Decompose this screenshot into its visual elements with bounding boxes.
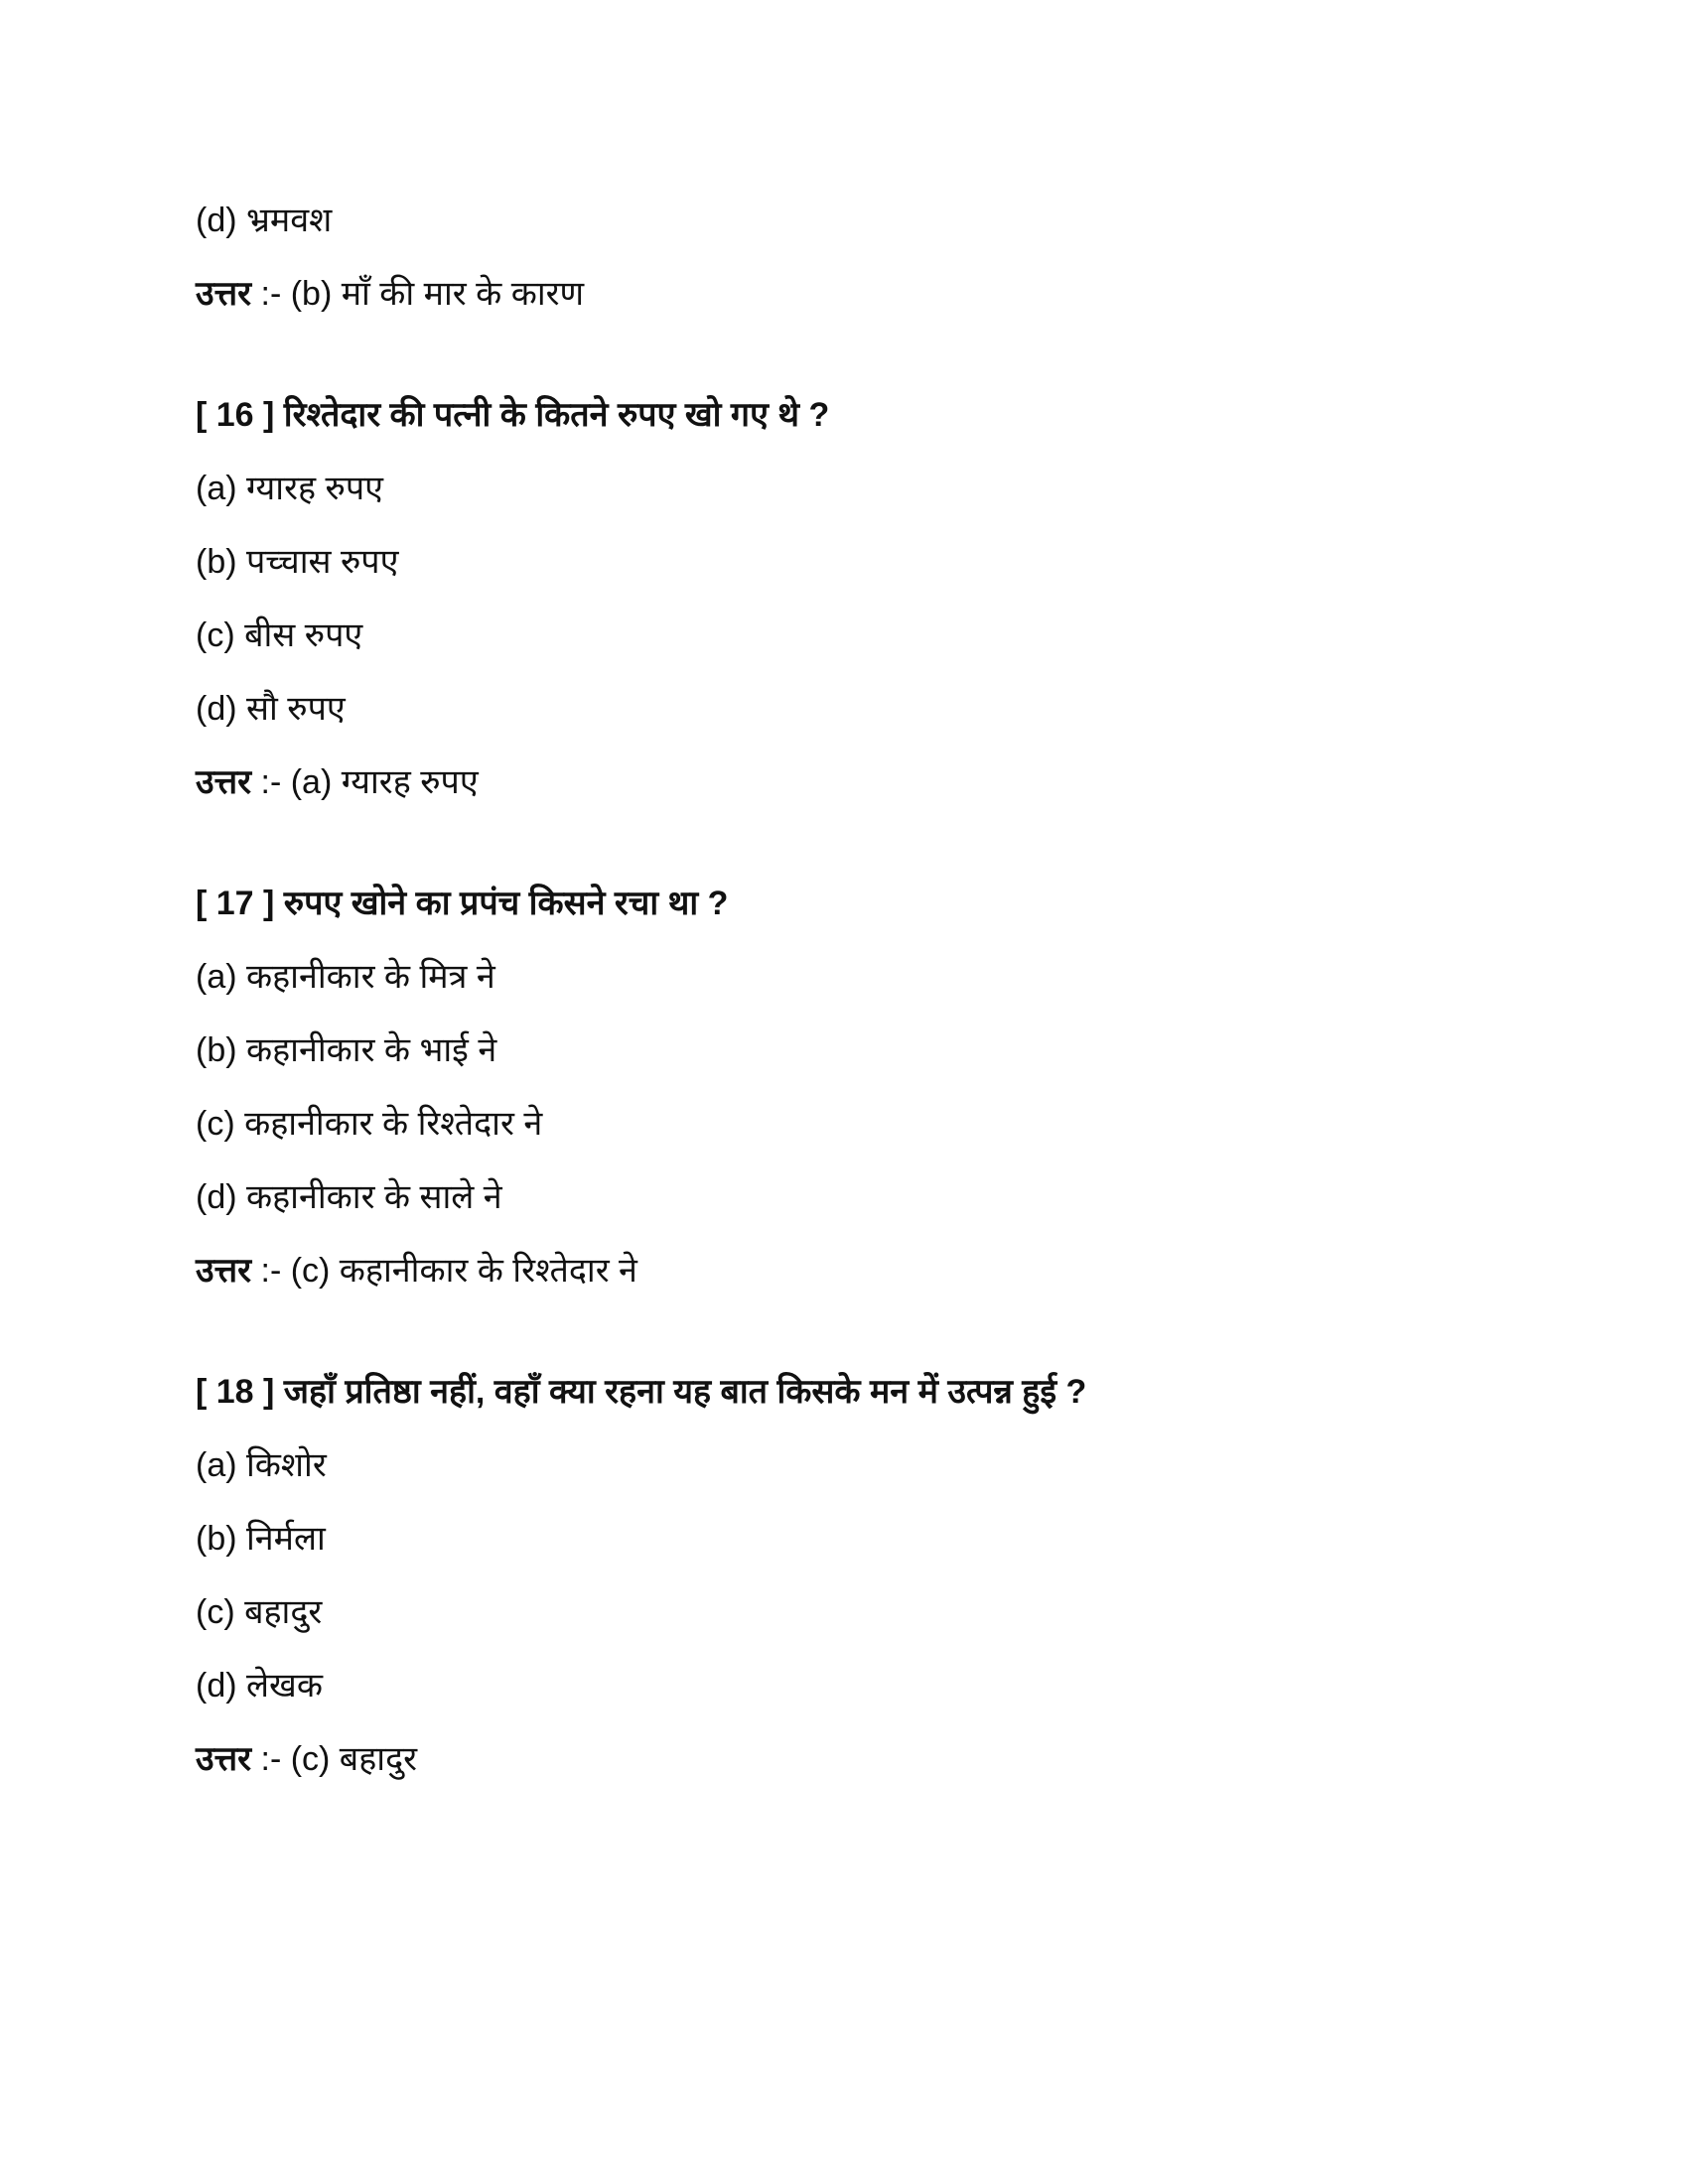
option: (d) कहानीकार के साले ने <box>196 1178 502 1216</box>
option: (b) पच्चास रुपए <box>196 543 399 581</box>
option: (d) लेखक <box>196 1667 323 1705</box>
answer-separator: :- <box>251 1740 291 1778</box>
option: (d) सौ रुपए <box>196 690 346 728</box>
document-page <box>196 184 1536 1796</box>
option: (c) कहानीकार के रिश्तेदार ने <box>196 1105 543 1143</box>
option: (a) ग्यारह रुपए <box>196 470 383 507</box>
answer-line <box>196 1722 1536 1796</box>
question-block <box>196 378 1536 819</box>
answer-text: (a) ग्यारह रुपए <box>290 763 479 801</box>
option: (a) किशोर <box>196 1446 327 1484</box>
answer-text: (b) माँ की मार के कारण <box>290 275 585 313</box>
answer-line <box>196 1234 1536 1307</box>
option: (c) बीस रुपए <box>196 616 363 654</box>
question-title: [ 17 ] रुपए खोने का प्रपंच किसने रचा था ? <box>196 885 729 922</box>
question-title: [ 18 ] जहाँ प्रतिष्ठा नहीं, वहाँ क्या रहना यह बात किसके मन में उत्पन्न हुई ? <box>196 1373 1087 1411</box>
answer-label: उत्तर <box>196 275 252 313</box>
answer-separator: :- <box>251 763 291 801</box>
question-block <box>196 867 1536 1307</box>
answer-label: उत्तर <box>196 763 252 801</box>
answer-label: उत्तर <box>196 1252 252 1290</box>
answer-line <box>196 257 1536 331</box>
option: (d) भ्रमवश <box>196 202 333 239</box>
option: (a) कहानीकार के मित्र ने <box>196 958 495 996</box>
option: (b) निर्मला <box>196 1520 326 1558</box>
option: (c) बहादुर <box>196 1593 323 1631</box>
answer-separator: :- <box>251 1252 291 1290</box>
option: (b) कहानीकार के भाई ने <box>196 1031 497 1069</box>
answer-label: उत्तर <box>196 1740 252 1778</box>
answer-text: (c) कहानीकार के रिश्तेदार ने <box>290 1252 637 1290</box>
question-title: [ 16 ] रिश्तेदार की पत्नी के कितने रुपए खो गए थे ? <box>196 396 830 434</box>
answer-line <box>196 746 1536 819</box>
answer-text: (c) बहादुर <box>290 1740 418 1778</box>
question-block <box>196 1355 1536 1796</box>
answer-separator: :- <box>251 275 291 313</box>
